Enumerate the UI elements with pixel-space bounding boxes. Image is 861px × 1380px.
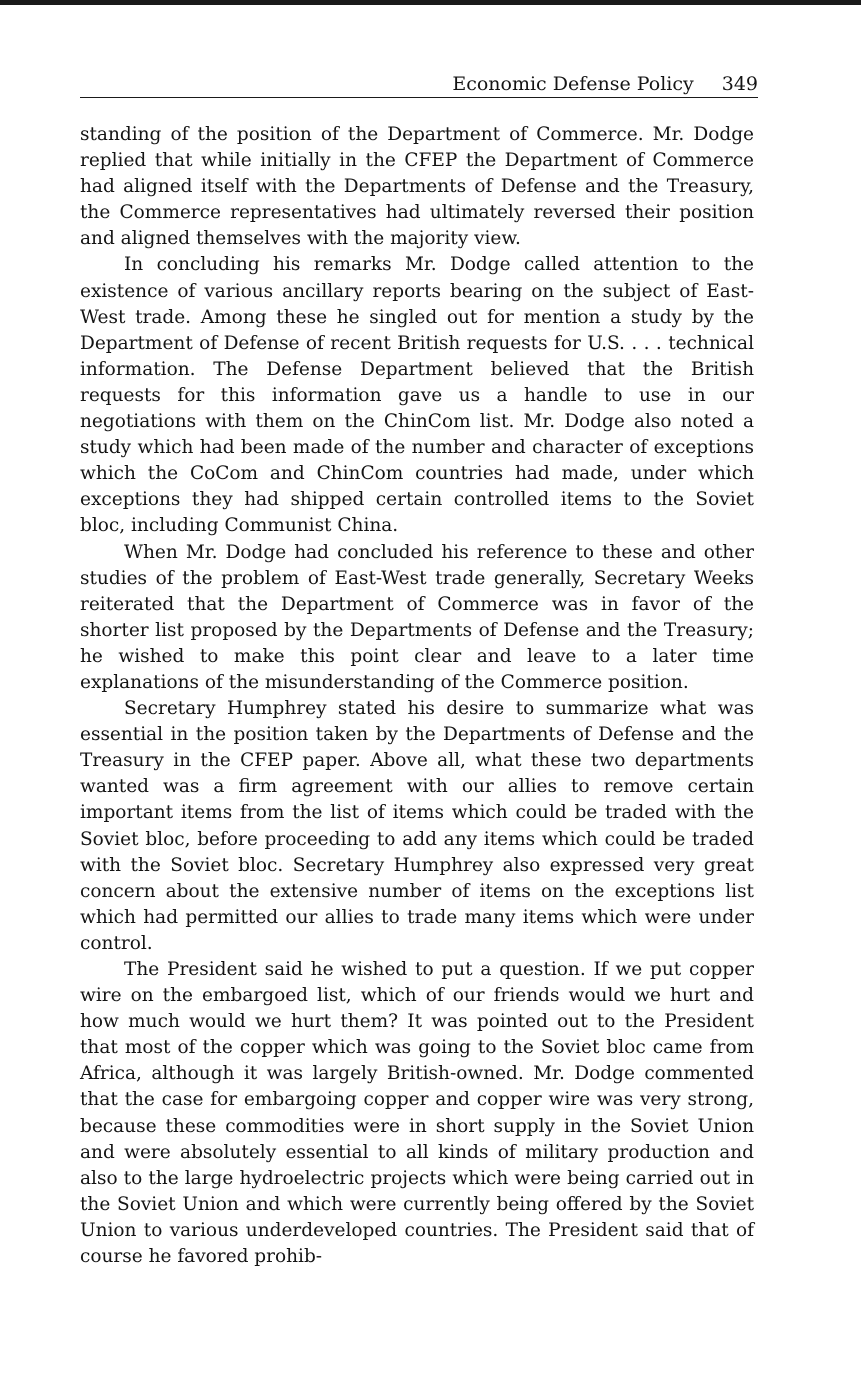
book-page [80,72,758,1270]
paragraph-continued: standing of the position of the Department of Commerce. Mr. Dodge replied that while initially in the CFEP the Department of Commerce had aligned itself with the Departments of Defense and the Treasury, the Commerce representatives had ultimately reversed their position and aligned themselves with the majority view. [80,124,754,250]
page-number: 349 [721,73,758,95]
page-edge-shadow [0,0,861,5]
running-header [80,72,758,98]
section-title: Economic Defense Policy [452,73,694,95]
paragraph: The President said he wished to put a question. If we put copper wire on the embargoed list, which of our friends would we hurt and how much would we hurt them? It was pointed out to the President that most of the copper which was going to the Soviet bloc came from Africa, although it was largely British-owned. Mr. Dodge commented that the case for embargoing copper and copper wire was very strong, because these commodities were in short supply in the Soviet Union and were absolutely essential to all kinds of military production and also to the large hydroelectric projects which were being carried out in the Soviet Union and which were currently being offered by the Soviet Union to various underdeveloped countries. The President said that of course he favored prohib- [80,959,754,1268]
paragraph: In concluding his remarks Mr. Dodge called attention to the existence of various ancillary reports bearing on the subject of East-West trade. Among these he singled out for mention a study by the Department of Defense of recent British requests for U.S. . . . technical information. The Defense Department believed that the British requests for this information gave us a handle to use in our negotiations with them on the ChinCom list. Mr. Dodge also noted a study which had been made of the number and character of exceptions which the CoCom and ChinCom countries had made, under which exceptions they had shipped certain controlled items to the Soviet bloc, including Communist China. [80,254,754,537]
paragraph: Secretary Humphrey stated his desire to summarize what was essential in the position taken by the Departments of Defense and the Treasury in the CFEP paper. Above all, what these two departments wanted was a firm agreement with our allies to remove certain important items from the list of items which could be traded with the Soviet bloc, before proceeding to add any items which could be traded with the Soviet bloc. Secretary Humphrey also expressed very great concern about the extensive number of items on the exceptions list which had permitted our allies to trade many items which were under control. [80,698,754,954]
body-text [80,122,754,1270]
paragraph: When Mr. Dodge had concluded his reference to these and other studies of the problem of East-West trade generally, Secretary Weeks reiterated that the Department of Commerce was in favor of the shorter list proposed by the Departments of Defense and the Treasury; he wished to make this point clear and leave to a later time explanations of the misunderstanding of the Commerce position. [80,541,754,693]
